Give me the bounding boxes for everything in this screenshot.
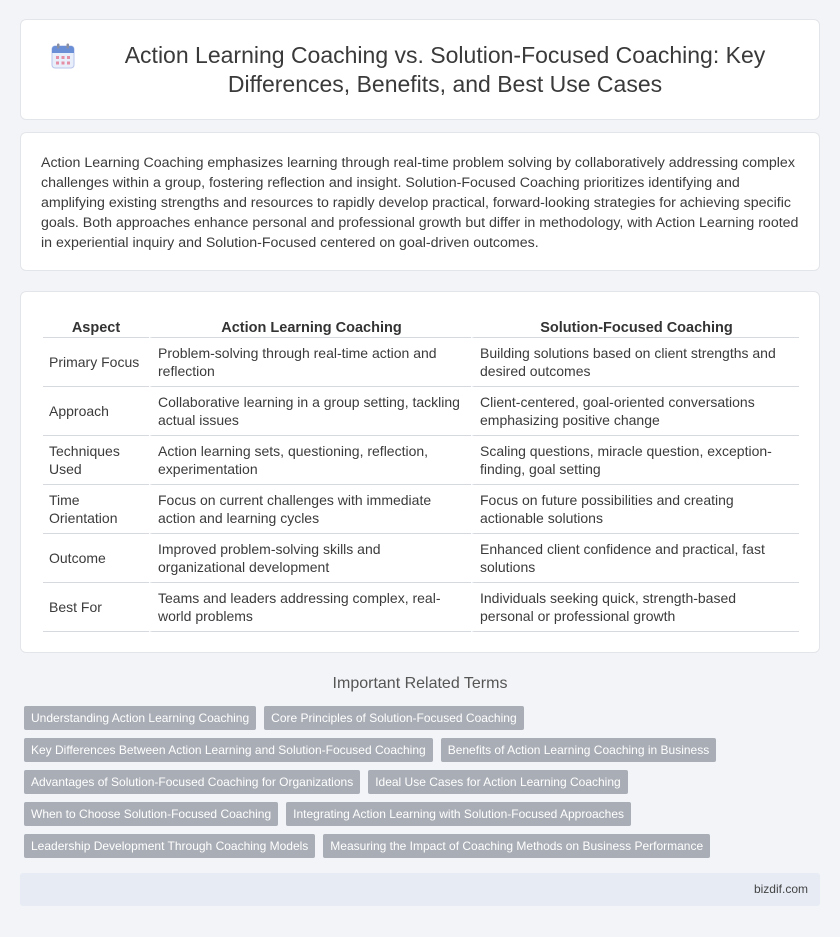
- tag-row: [24, 834, 824, 858]
- related-term-link[interactable]: When to Choose Solution-Focused Coaching: [24, 802, 278, 826]
- table-row: [43, 387, 799, 436]
- calendar-icon: [51, 43, 75, 69]
- row-aspect: Time Orientation: [43, 485, 149, 534]
- tag-row: [24, 738, 824, 762]
- related-term-link[interactable]: Key Differences Between Action Learning and Solution-Focused Coaching: [24, 738, 433, 762]
- row-action-learning: Problem-solving through real-time action and reflection: [149, 338, 471, 387]
- related-term-link[interactable]: Advantages of Solution-Focused Coaching for Organizations: [24, 770, 360, 794]
- row-solution-focused: Building solutions based on client strengths and desired outcomes: [471, 338, 799, 387]
- header-action-learning: Action Learning Coaching: [149, 312, 471, 338]
- table-header-row: [43, 312, 799, 338]
- table-row: [43, 583, 799, 632]
- row-solution-focused: Individuals seeking quick, strength-based personal or professional growth: [471, 583, 799, 632]
- row-action-learning: Improved problem-solving skills and organizational development: [149, 534, 471, 583]
- intro-paragraph: Action Learning Coaching emphasizes learning through real-time problem solving by collaboratively addressing complex challenges within a group, fostering reflection and insight. Solution-Focused Coaching prioritizes identifying and amplifying existing strengths and resources to rapidly develop practical, forward-looking strategies for achieving specific goals. Both approaches enhance personal and professional growth but differ in methodology, with Action Learning rooted in experiential inquiry and Solution-Focused centered on goal-driven outcomes.: [41, 155, 799, 251]
- related-term-link[interactable]: Understanding Action Learning Coaching: [24, 706, 256, 730]
- comparison-table: [43, 312, 799, 632]
- row-aspect: Approach: [43, 387, 149, 436]
- footer: [20, 873, 820, 906]
- page-title: Action Learning Coaching vs. Solution-Focused Coaching: Key Differences, Benefits, and Best Use Cases: [124, 41, 766, 97]
- row-solution-focused: Focus on future possibilities and creating actionable solutions: [471, 485, 799, 534]
- row-action-learning: Focus on current challenges with immediate action and learning cycles: [149, 485, 471, 534]
- header-solution-focused: Solution-Focused Coaching: [471, 312, 799, 338]
- table-row: [43, 338, 799, 387]
- related-term-link[interactable]: Benefits of Action Learning Coaching in Business: [441, 738, 717, 762]
- header-aspect: Aspect: [43, 312, 149, 338]
- related-term-link[interactable]: Leadership Development Through Coaching Models: [24, 834, 315, 858]
- title-card: [20, 19, 820, 120]
- related-terms-list: [24, 706, 824, 866]
- row-solution-focused: Scaling questions, miracle question, exception-finding, goal setting: [471, 436, 799, 485]
- row-aspect: Outcome: [43, 534, 149, 583]
- tag-row: [24, 770, 824, 794]
- tag-row: [24, 706, 824, 730]
- row-solution-focused: Enhanced client confidence and practical, fast solutions: [471, 534, 799, 583]
- tag-row: [24, 802, 824, 826]
- related-term-link[interactable]: Core Principles of Solution-Focused Coaching: [264, 706, 523, 730]
- related-term-link[interactable]: Measuring the Impact of Coaching Methods on Business Performance: [323, 834, 710, 858]
- row-aspect: Best For: [43, 583, 149, 632]
- table-row: [43, 485, 799, 534]
- row-solution-focused: Client-centered, goal-oriented conversations emphasizing positive change: [471, 387, 799, 436]
- row-aspect: Techniques Used: [43, 436, 149, 485]
- row-aspect: Primary Focus: [43, 338, 149, 387]
- table-row: [43, 534, 799, 583]
- intro-card: [20, 132, 820, 271]
- comparison-card: [20, 291, 820, 653]
- related-term-link[interactable]: Integrating Action Learning with Solution-Focused Approaches: [286, 802, 631, 826]
- table-row: [43, 436, 799, 485]
- row-action-learning: Action learning sets, questioning, reflection, experimentation: [149, 436, 471, 485]
- related-terms-heading: Important Related Terms: [332, 675, 508, 692]
- footer-site-link[interactable]: bizdif.com: [753, 882, 808, 896]
- related-term-link[interactable]: Ideal Use Cases for Action Learning Coaching: [368, 770, 627, 794]
- row-action-learning: Teams and leaders addressing complex, real-world problems: [149, 583, 471, 632]
- row-action-learning: Collaborative learning in a group setting, tackling actual issues: [149, 387, 471, 436]
